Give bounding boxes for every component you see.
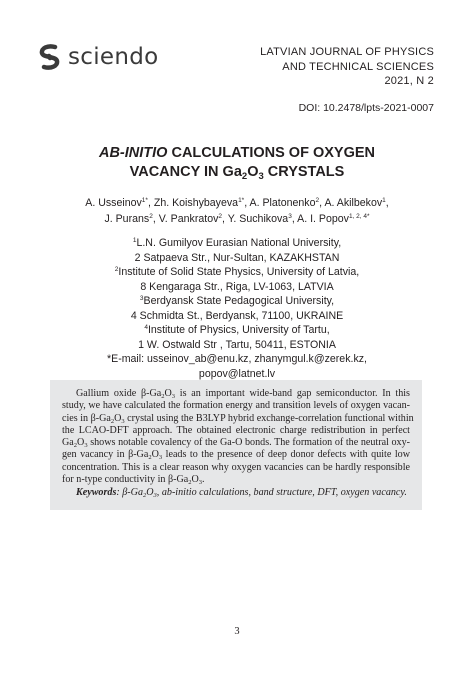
abstract-line: the LCAO-DFT approach. The obtained electronic charge redistribution in perfect	[62, 424, 410, 436]
journal-issue: 2021, N 2	[384, 75, 434, 87]
abstract-line: study, we have calculated the formation energy and transition levels of oxygen vacan-	[62, 400, 410, 412]
sciendo-logo-icon	[38, 44, 61, 70]
logo-text: sciendo	[68, 43, 159, 70]
affiliation-line: $^2$Institute of Solid State Physics, University of Latvia,	[114, 266, 360, 278]
abstract-text	[62, 388, 414, 487]
journal-info	[260, 45, 434, 89]
author: A. Akilbekov$^1$	[324, 197, 386, 209]
email-line[interactable]: *E-mail: usseinov_ab@enu.kz, zhanymgul.k@zerek.kz,	[107, 353, 367, 365]
affiliation-line: 4 Schmidta St., Berdyansk, 71100, UKRAINE	[130, 309, 344, 322]
affiliation-line: $^1$L.N. Gumilyov Eurasian National University,	[132, 237, 342, 249]
abstract-line: for n-type conductivity in $\beta-Ga_2O_3$.	[62, 474, 205, 487]
abstract-line: concentration. This is a clear reason why oxygen vacancies can be hardly responsible	[62, 461, 410, 473]
title-line-2	[0, 163, 474, 182]
author-line-2: J. Purans$^2$, V. Pankratov$^2$, Y. Suchikova$^3$, A. I. Popov$^{1, 2, 4*}$	[104, 212, 370, 225]
title-line-2-c: CRYSTALS	[263, 164, 345, 180]
author: J. Purans$^2$	[104, 212, 153, 225]
affiliation-line: 2 Satpaeva Str., Nur-Sultan, KAZAKHSTAN	[134, 251, 340, 264]
title-subscript: 2	[241, 171, 248, 182]
title-line-1-rest: CALCULATIONS OF OXYGEN	[167, 145, 376, 161]
abstract-line: $Ga_2O_3$ shows notable covalency of the Ga-O bonds. The formation of the neutral oxy-	[62, 437, 410, 450]
doi[interactable]: DOI: 10.2478/lpts-2021-0007	[298, 102, 434, 114]
author: A. Usseinov$^{1*}$	[85, 197, 148, 209]
journal-name-line-2: AND TECHNICAL SCIENCES	[282, 60, 434, 73]
affiliation-line: $^3$Berdyansk State Pedagogical University,	[139, 295, 335, 307]
keywords-label: Keywords	[76, 487, 117, 499]
affiliation-line: 8 Kengaraga Str., Riga, LV-1063, LATVIA	[140, 280, 334, 293]
author: Y. Suchikova$^3$	[227, 212, 292, 225]
publisher-logo[interactable]	[38, 44, 159, 70]
affiliations	[30, 236, 444, 381]
abstract-line: cies in $\beta-Ga_2O_3$ crystal using the B3LYP hybrid exchange-correlation functional within	[62, 412, 414, 425]
author: A. I. Popov$^{1, 2, 4*}$	[297, 212, 370, 225]
email-line[interactable]: popov@latnet.lv	[198, 367, 276, 380]
paper-title	[0, 144, 474, 182]
title-line-2-a: VACANCY IN Ga	[129, 164, 242, 180]
author: A. Platonenko$^2$	[249, 197, 320, 209]
affiliation-line: $^4$Institute of Physics, University of Tartu,	[144, 324, 330, 336]
title-line-1	[0, 144, 474, 163]
author-list	[30, 196, 444, 227]
author-line-1: A. Usseinov$^{1*}$, Zh. Koishybayeva$^{1*}$, A. Platonenko$^2$, A. Akilbekov$^1$,	[85, 197, 389, 209]
page-number: 3	[234, 626, 240, 637]
abstract-line: Gallium oxide $\beta-Ga_2O_3$ is an important wide-band gap semiconductor. In this	[76, 388, 410, 400]
title-subscript: 3	[258, 171, 264, 182]
journal-name-line-1: LATVIAN JOURNAL OF PHYSICS	[260, 46, 434, 58]
author: Zh. Koishybayeva$^{1*}$	[153, 197, 245, 209]
author: V. Pankratov$^2$	[158, 212, 223, 225]
title-italic: AB-INITIO	[98, 145, 168, 161]
abstract-line: gen vacancy in $\beta-Ga_2O_3$ leads to the presence of deep donor defects with quite low	[62, 449, 411, 462]
abstract	[50, 380, 422, 510]
keywords: Keywords: $\beta-Ga_2O_3$, ab-initio calculations, band structure, DFT, oxygen vacancy.	[76, 487, 407, 500]
affiliation-line: 1 W. Ostwald Str , Tartu, 50411, ESTONIA	[138, 338, 336, 351]
title-line-2-b: O	[247, 164, 259, 180]
